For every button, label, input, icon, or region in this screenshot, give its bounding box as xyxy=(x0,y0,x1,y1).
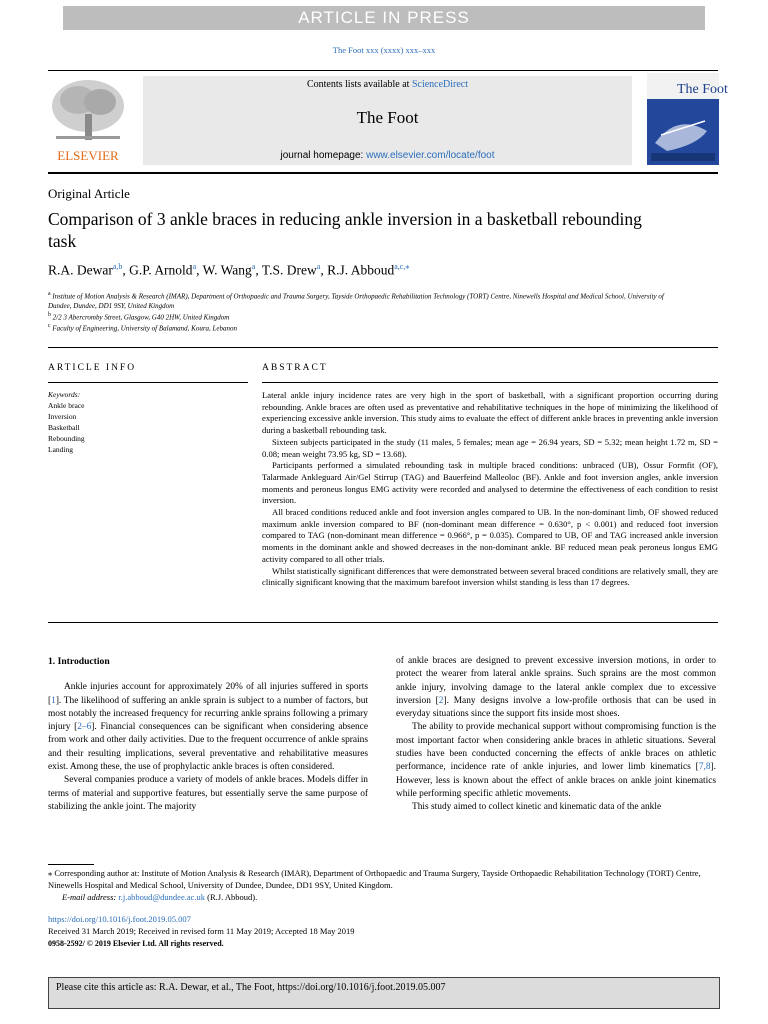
info-rule xyxy=(48,347,718,348)
author-affil-sup[interactable]: a,c,⁎ xyxy=(394,262,410,271)
author-affil-sup[interactable]: a,b xyxy=(112,262,123,271)
homepage-link[interactable]: www.elsevier.com/locate/foot xyxy=(366,150,495,161)
body-text: of ankle braces are designed to prevent excessive inversion motions, in order to protect the wearer from lateral ankle sprains. Such sprains are the most common ankle injury, involving damage to the lateral ankle complex due to excessive inversion [ xyxy=(396,656,716,706)
affiliation-sup: b xyxy=(48,312,51,318)
affiliation-text: 2/2 3 Abercromby Street, Glasgow, G40 2HW, United Kingdom xyxy=(52,313,230,322)
email-suffix: (R.J. Abboud). xyxy=(205,892,258,902)
contents-line xyxy=(143,79,632,90)
keyword-item: Landing xyxy=(48,445,73,454)
body-text: The ability to provide mechanical support without compromising function is the most important factor when considering ankle braces in athletic situations. Several studies have been conducted concerning the effects of ankle braces on athletic performance, incidence rate of ankle injuries, and lower limb kinematics [ xyxy=(396,722,716,773)
article-info-heading: ARTICLE INFO xyxy=(48,363,137,373)
body-paragraph xyxy=(48,681,368,774)
body-paragraph xyxy=(396,655,716,721)
affiliation-text: Faculty of Engineering, University of Balamand, Koura, Lebanon xyxy=(52,324,238,333)
abstract-end-rule xyxy=(48,622,718,623)
keyword-item: Inversion xyxy=(48,412,77,421)
abstract-paragraph: All braced conditions reduced ankle and foot inversion angles compared to UB. In the non-dominant limb, OF showed reduced maximum ankle inversion compared to BF (non-dominant mean difference = 0.630°, p < 0.001) and reduced foot inversion compared to TAG (non-dominant mean difference = 0.966°, p = 0.035). Compared to UB, OF and TAG increased ankle inversion moments in the dominant ankle and showed decreases in the non-dominant ankle. BF reduced mean peak peroneus longus EMG activity compared to all other trials. xyxy=(262,507,718,564)
cite-text[interactable]: Please cite this article as: R.A. Dewar, et al., The Foot, https://doi.org/10.1016/j.foot.2019.05.007 xyxy=(56,982,446,993)
article-title: Comparison of 3 ankle braces in reducing ankle inversion in a basketball rebounding task xyxy=(48,209,642,251)
abstract-paragraph: Sixteen subjects participated in the study (11 males, 5 females; mean age = 26.94 years, SD = 5.32; mean height 1.72 m, SD = 0.08; mean weight 73.95 kg, SD = 13.68). xyxy=(262,436,718,459)
received-line: Received 31 March 2019; Received in revised form 11 May 2019; Accepted 18 May 2019 xyxy=(48,926,355,936)
homepage-prefix: journal homepage: xyxy=(280,150,367,161)
elsevier-logo xyxy=(48,76,128,164)
reference-link[interactable]: 2 xyxy=(438,695,444,706)
body-text: ]. However, less is known about the effect of ankle braces on ankle joint kinematics while performing specific athletic movements. xyxy=(396,762,716,799)
affiliation-sup: c xyxy=(48,323,51,329)
author-affil-sup[interactable]: a xyxy=(192,262,197,271)
abstract-paragraph: Whilst statistically significant differences that were demonstrated between several braced conditions are relatively small, they are clinically significant knowing that the maximum barefoot inversion whilst standing is less than 17 degrees. xyxy=(262,565,718,588)
reference-link[interactable]: 1 xyxy=(51,695,56,706)
body-left-column xyxy=(48,655,368,814)
sciencedirect-link[interactable]: ScienceDirect xyxy=(411,79,469,90)
body-paragraph: Several companies produce a variety of models of ankle braces. Models differ in terms of material and supportive features, but essentially serve the same purpose of stabilizing the ankle joint. The majority xyxy=(48,775,368,812)
doi-link[interactable]: https://doi.org/10.1016/j.foot.2019.05.007 xyxy=(48,914,191,924)
article-info-rule xyxy=(48,382,248,383)
journal-cover-image xyxy=(647,73,728,165)
body-paragraph: This study aimed to collect kinetic and kinematic data of the ankle xyxy=(412,802,662,813)
affiliation-c xyxy=(48,321,688,333)
contents-prefix: Contents lists available at xyxy=(306,79,412,90)
author-affil-sup[interactable]: a xyxy=(251,262,256,271)
abstract-paragraph: Lateral ankle injury incidence rates are very high in the sport of basketball, with a significant proportion occurring during rebounding. Ankle braces are often used as preventative and rehabilitative techniques in the hope of minimizing the likelihood of experiencing excessive ankle inversion. This study aims to evaluate the effect of different ankle braces in preventing ankle inversion during a basketball rebounding task. xyxy=(262,390,718,436)
affiliation-text: Institute of Motion Analysis & Research (IMAR), Department of Orthopaedic and Trauma Surgery, Tayside Orthopaedic Rehabilitation Technology (TORT) Centre, Ninewells Hospital and Medical School, University of Dundee, Dundee, DD1 9SY, United Kingdom xyxy=(48,292,664,311)
footnote-rule xyxy=(48,864,94,865)
author-name[interactable]: R.A. Dewar xyxy=(48,262,113,278)
keyword-item: Rebounding xyxy=(48,434,85,443)
cover-title: The Foot xyxy=(677,82,728,97)
email-link[interactable]: r.j.abboud@dundee.ac.uk xyxy=(118,892,206,902)
section-heading: 1. Introduction xyxy=(48,656,110,667)
body-right-column xyxy=(396,655,716,815)
abstract-paragraph: Participants performed a simulated rebounding task in multiple braced conditions: unbraced (UB), Ossur Formfit (OF), Talarmade Ankleguard Air/Gel Stirrup (TAG) and Bauerfeind Malleoloc (BF). Ankle and foot inversion angles, ankle inversion moments and peroneus longus EMG activity were recorded and analysed to determine the effectiveness of each condition to resist inversion. xyxy=(262,460,718,506)
issn-line: 0958-2592/ © 2019 Elsevier Ltd. All rights reserved. xyxy=(48,939,224,948)
author-name[interactable]: T.S. Drew xyxy=(261,262,317,278)
affiliation-a xyxy=(48,289,688,311)
body-paragraph xyxy=(396,721,716,801)
header-rule-top xyxy=(48,70,718,71)
keyword-item: Basketball xyxy=(48,423,80,432)
abstract-rule xyxy=(262,382,718,383)
header-rule-bottom xyxy=(48,172,718,174)
email-line xyxy=(48,892,732,904)
email-label: E-mail address: xyxy=(62,892,119,902)
journal-name: The Foot xyxy=(356,108,419,127)
abstract-body xyxy=(262,390,718,589)
author-name[interactable]: W. Wang xyxy=(202,262,252,278)
corresponding-footnote: ⁎ Corresponding author at: Institute of Motion Analysis & Research (IMAR), Department of Orthopaedic and Trauma Surgery, Tayside Orthopaedic Rehabilitation Technology (TORT) Centre, Ninewells Hospital and Medical School, University of Dundee, Dundee, DD1 9SY, United Kingdom. xyxy=(48,868,701,890)
body-text: ]. The likelihood of suffering an ankle sprain is subject to a number of factors, but most notably the increased frequency for recurring ankle sprains following a primary injury [ xyxy=(48,695,368,733)
keywords-label: Keywords: xyxy=(48,390,81,399)
journal-reference[interactable]: The Foot xxx (xxxx) xxx–xxx xyxy=(332,45,436,55)
journal-cover[interactable] xyxy=(647,73,728,165)
author-name[interactable]: R.J. Abboud xyxy=(327,262,395,278)
elsevier-tree-icon xyxy=(48,76,128,164)
article-type: Original Article xyxy=(48,186,130,201)
reference-link[interactable]: 2–6 xyxy=(77,722,92,733)
publisher-name: ELSEVIER xyxy=(57,148,119,163)
article-in-press-banner: ARTICLE IN PRESS xyxy=(63,6,705,30)
homepage-line xyxy=(143,150,632,161)
body-text: ]. Many designs involve a low-profile orthosis that can be used in everyday situations since the support fits inside most shoes. xyxy=(396,695,716,720)
author-name[interactable]: G.P. Arnold xyxy=(129,262,193,278)
keyword-item: Ankle brace xyxy=(48,401,85,410)
body-text: Ankle injuries account for approximately 20% of all injuries suffered in sports [ xyxy=(48,682,368,706)
body-text: ]. Financial consequences can be significant when considering absence from work and other daily activities. Due to the frequent occurrence of ankle sprains and their resulting implications, several preventative and rehabilitative measures exist. Among these, the use of prophylactic ankle braces is often considered. xyxy=(48,722,368,773)
author-list: R.A. Dewar$^{a,b}$, G.P. Arnold$^a$, W. Wang$^a$, T.S. Drew$^a$, R.J. Abboud$^{a,c,⁎}$ xyxy=(48,262,410,278)
reference-link[interactable]: 7,8 xyxy=(698,762,711,773)
author-affil-sup[interactable]: a xyxy=(316,262,321,271)
affiliation-sup: a xyxy=(48,291,51,297)
abstract-heading: ABSTRACT xyxy=(262,363,328,373)
doi-line xyxy=(48,914,718,926)
